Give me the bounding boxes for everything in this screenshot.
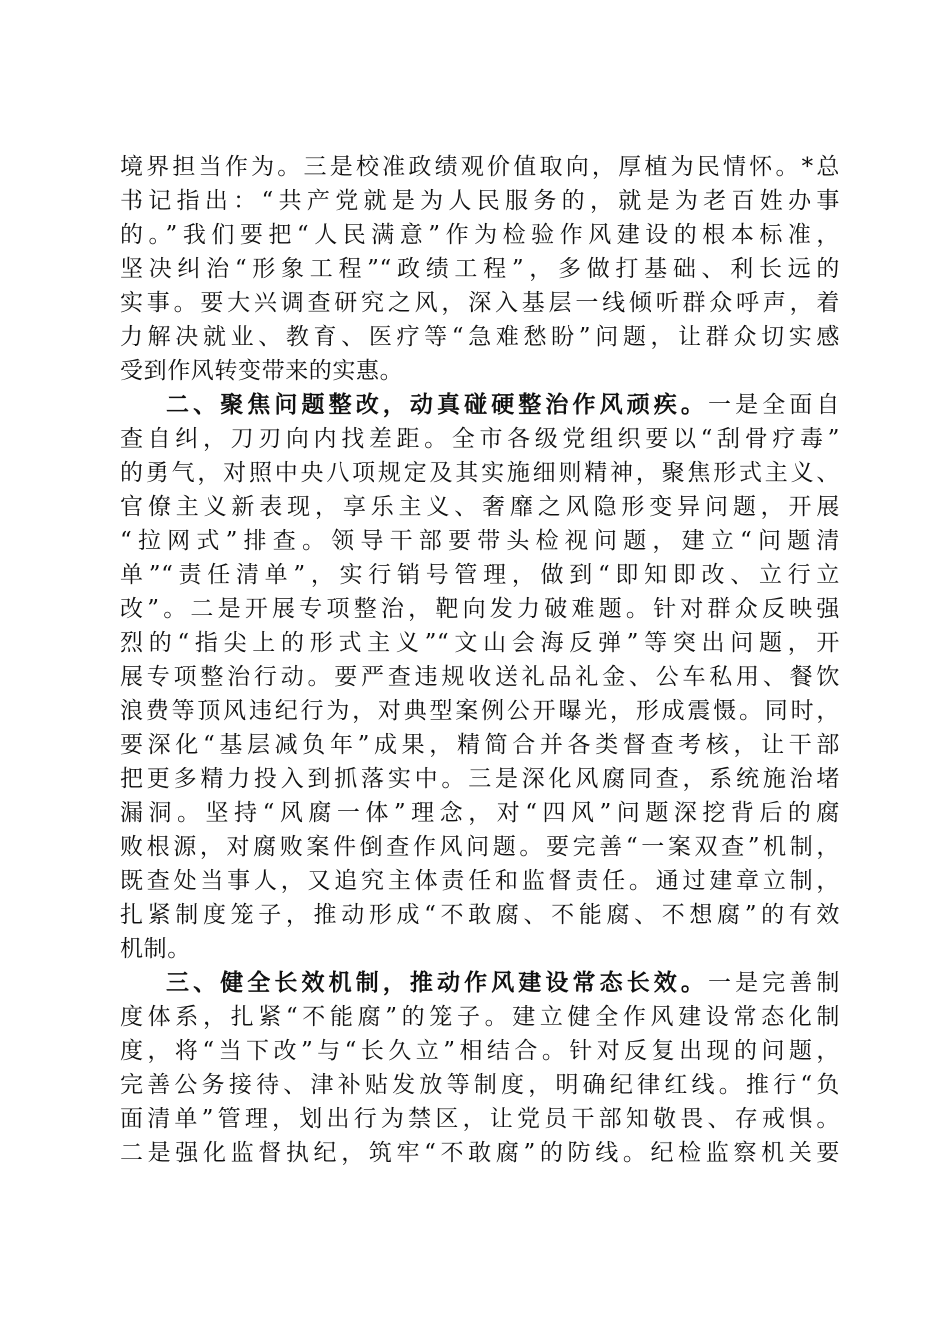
section-heading-3: 三、健全长效机制，推动作风建设常态长效。 xyxy=(166,970,708,996)
text-line: 度，将“当下改”与“长久立”相结合。针对反复出现的问题， xyxy=(120,1038,840,1064)
text-line: 完善公务接待、津补贴发放等制度，明确纪律红线。推行“负 xyxy=(120,1072,840,1098)
text-line: 二是强化监督执纪，筑牢“不敢腐”的防线。纪检监察机关要 xyxy=(120,1140,840,1166)
section-heading-2: 二、聚焦问题整改，动真碰硬整治作风顽疾。 xyxy=(166,392,708,418)
paragraph-2 xyxy=(120,388,840,966)
text-line: 要深化“基层减负年”成果，精简合并各类督查考核，让干部 xyxy=(120,732,840,758)
text-line: 扎紧制度笼子，推动形成“不敢腐、不能腐、不想腐”的有效 xyxy=(120,902,840,928)
text-line: 浪费等顶风违纪行为，对典型案例公开曝光，形成震慑。同时， xyxy=(120,698,840,724)
text-line: 既查处当事人，又追究主体责任和监督责任。通过建章立制， xyxy=(120,868,840,894)
heading-line-rest: 一是完善制 xyxy=(708,970,840,996)
text-line: 改”。二是开展专项整治，靶向发力破难题。针对群众反映强 xyxy=(120,596,840,622)
text-line: 查自纠，刀刃向内找差距。全市各级党组织要以“刮骨疗毒” xyxy=(120,426,840,452)
text-line: 的。”我们要把“人民满意”作为检验作风建设的根本标准， xyxy=(120,222,840,248)
paragraph-1 xyxy=(120,150,840,388)
heading-line-rest: 一是全面自 xyxy=(708,392,840,418)
document-body xyxy=(120,150,840,1170)
text-line: 实事。要大兴调查研究之风，深入基层一线倾听群众呼声，着 xyxy=(120,290,840,316)
text-line: 境界担当作为。三是校准政绩观价值取向，厚植为民情怀。*总 xyxy=(120,154,840,180)
text-line: 的勇气，对照中央八项规定及其实施细则精神，聚焦形式主义、 xyxy=(120,460,840,486)
text-line: 烈的“指尖上的形式主义”“文山会海反弹”等突出问题，开 xyxy=(120,630,840,656)
text-line: 受到作风转变带来的实惠。 xyxy=(120,358,404,384)
text-line: 面清单”管理，划出行为禁区，让党员干部知敬畏、存戒惧。 xyxy=(120,1106,840,1132)
text-line: 展专项整治行动。要严查违规收送礼品礼金、公车私用、餐饮 xyxy=(120,664,840,690)
text-line: 官僚主义新表现，享乐主义、奢靡之风隐形变异问题，开展 xyxy=(120,494,840,520)
text-line: 机制。 xyxy=(120,936,191,962)
section-heading-line xyxy=(120,966,840,1000)
text-line: 漏洞。坚持“风腐一体”理念，对“四风”问题深挖背后的腐 xyxy=(120,800,840,826)
text-line: 力解决就业、教育、医疗等“急难愁盼”问题，让群众切实感 xyxy=(120,324,840,350)
text-line: 败根源，对腐败案件倒查作风问题。要完善“一案双查”机制， xyxy=(120,834,840,860)
paragraph-3 xyxy=(120,966,840,1170)
text-line: 度体系，扎紧“不能腐”的笼子。建立健全作风建设常态化制 xyxy=(120,1004,840,1030)
text-line: 单”“责任清单”，实行销号管理，做到“即知即改、立行立 xyxy=(120,562,840,588)
text-line: 把更多精力投入到抓落实中。三是深化风腐同查，系统施治堵 xyxy=(120,766,840,792)
text-line: “拉网式”排查。领导干部要带头检视问题，建立“问题清 xyxy=(120,528,840,554)
text-line: 坚决纠治“形象工程”“政绩工程”，多做打基础、利长远的 xyxy=(120,256,840,282)
section-heading-line xyxy=(120,388,840,422)
text-line: 书记指出：“共产党就是为人民服务的，就是为老百姓办事 xyxy=(120,188,840,214)
